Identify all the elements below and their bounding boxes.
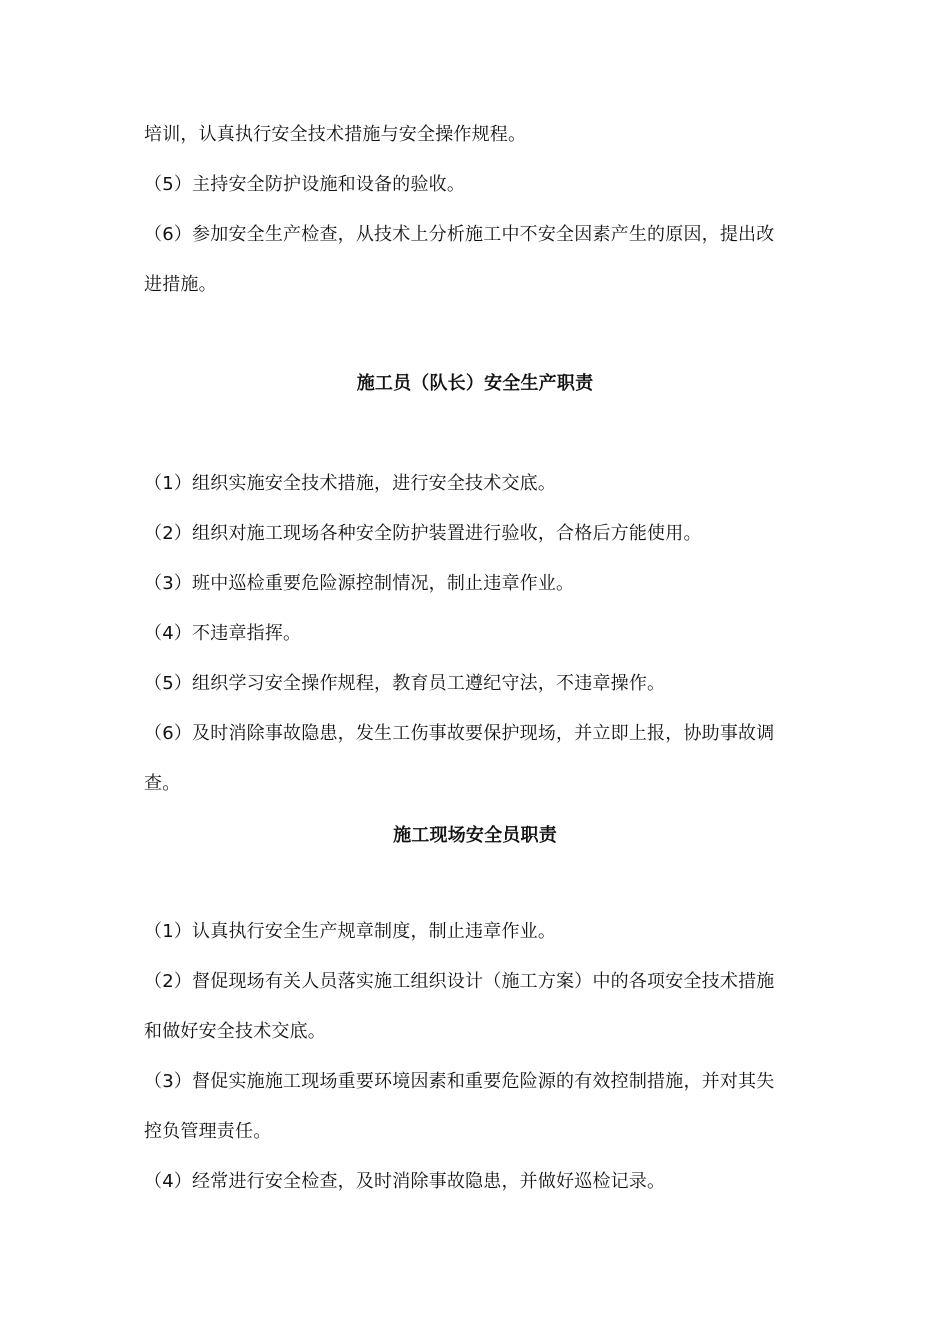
safety-officer-item-3: （3）督促实施施工现场重要环境因素和重要危险源的有效控制措施，并对其失 — [144, 1071, 775, 1092]
foreman-item-6-continued: 查。 — [144, 773, 181, 794]
intro-line-2: （5）主持安全防护设施和设备的验收。 — [144, 174, 466, 195]
safety-officer-item-4: （4）经常进行安全检查，及时消除事故隐患，并做好巡检记录。 — [144, 1171, 666, 1192]
foreman-item-5: （5）组织学习安全操作规程，教育员工遵纪守法，不违章操作。 — [144, 673, 666, 694]
section-title-safety-officer: 施工现场安全员职责 — [393, 825, 557, 846]
foreman-item-6: （6）及时消除事故隐患，发生工伤事故要保护现场，并立即上报，协助事故调 — [144, 723, 775, 744]
safety-officer-item-3-continued: 控负管理责任。 — [144, 1121, 272, 1142]
foreman-item-2: （2）组织对施工现场各种安全防护装置进行验收，合格后方能使用。 — [144, 523, 702, 544]
intro-line-4: 进措施。 — [144, 274, 217, 295]
foreman-item-3: （3）班中巡检重要危险源控制情况，制止违章作业。 — [144, 573, 575, 594]
safety-officer-item-2: （2）督促现场有关人员落实施工组织设计（施工方案）中的各项安全技术措施 — [144, 971, 775, 992]
intro-line-1: 培训，认真执行安全技术措施与安全操作规程。 — [144, 124, 527, 145]
foreman-item-4: （4）不违章指挥。 — [144, 623, 302, 644]
section-title-foreman: 施工员（队长）安全生产职责 — [356, 373, 594, 394]
foreman-item-1: （1）组织实施安全技术措施，进行安全技术交底。 — [144, 473, 557, 494]
safety-officer-item-2-continued: 和做好安全技术交底。 — [144, 1021, 326, 1042]
intro-line-3: （6）参加安全生产检查，从技术上分析施工中不安全因素产生的原因，提出改 — [144, 224, 775, 245]
safety-officer-item-1: （1）认真执行安全生产规章制度，制止违章作业。 — [144, 921, 557, 942]
